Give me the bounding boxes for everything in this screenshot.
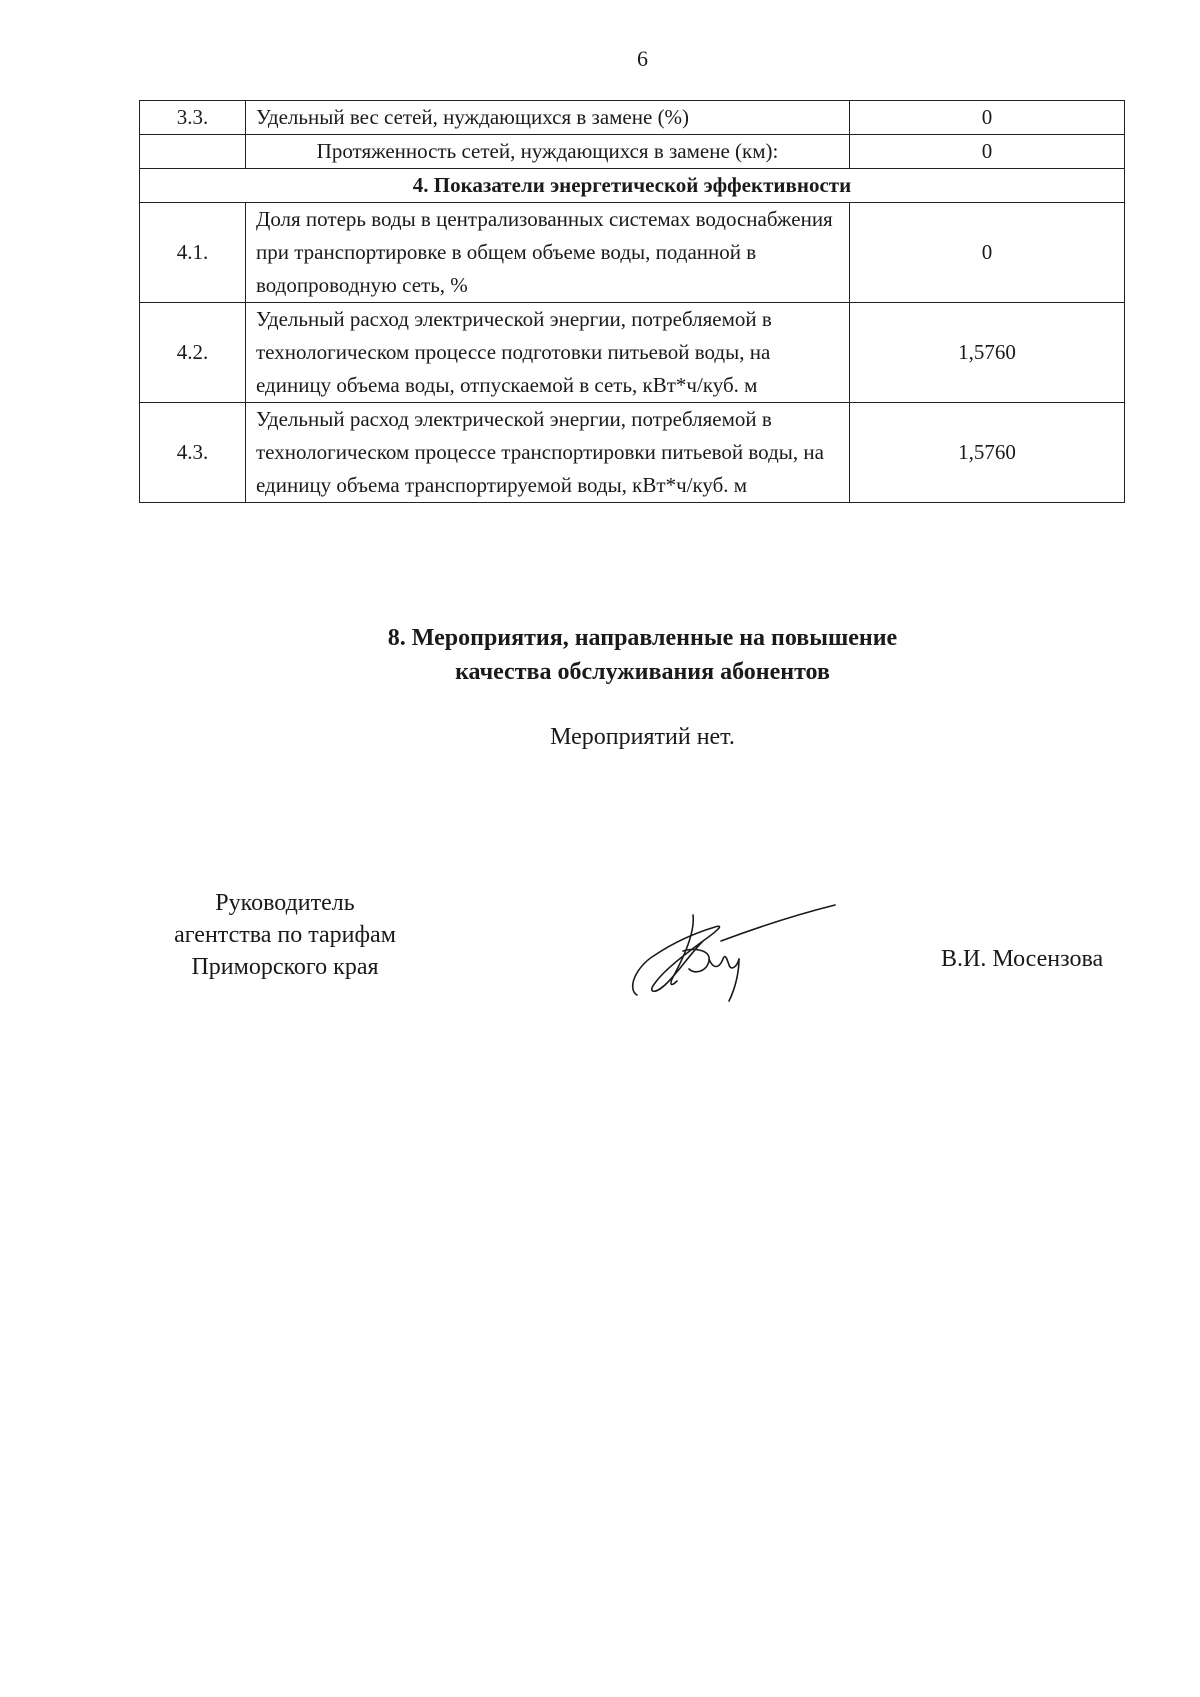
signatory-position	[140, 887, 430, 983]
table-row	[140, 135, 1125, 169]
row-description: Удельный вес сетей, нуждающихся в замене (%)	[246, 101, 850, 135]
section-header-row	[140, 169, 1125, 203]
page-number: 6	[637, 46, 648, 71]
row-number	[140, 135, 246, 169]
handwritten-signature	[625, 897, 845, 1007]
row-value: 0	[850, 135, 1125, 169]
table-row	[140, 303, 1125, 403]
row-value: 0	[850, 101, 1125, 135]
row-number: 4.3.	[140, 403, 246, 503]
row-value: 1,5760	[850, 403, 1125, 503]
row-description: Доля потерь воды в централизованных системах водоснабжения при транспортировке в общем объеме воды, поданной в водопроводную сеть, %	[246, 203, 850, 303]
position-line-2: агентства по тарифам	[174, 922, 396, 948]
table-row	[140, 403, 1125, 503]
heading-line-1: 8. Мероприятия, направленные на повышение	[387, 625, 898, 651]
table-row	[140, 203, 1125, 303]
row-number: 4.1.	[140, 203, 246, 303]
row-value: 1,5760	[850, 303, 1125, 403]
position-line-1: Руководитель	[215, 890, 355, 916]
row-number: 3.3.	[140, 101, 246, 135]
section-header: 4. Показатели энергетической эффективности	[140, 169, 1125, 203]
row-number: 4.2.	[140, 303, 246, 403]
no-measures-text: Мероприятий нет.	[550, 724, 735, 750]
row-value: 0	[850, 203, 1125, 303]
section-8-heading	[0, 621, 1200, 689]
position-line-3: Приморского края	[191, 954, 379, 980]
row-description: Удельный расход электрической энергии, потребляемой в технологическом процессе подготовки питьевой воды, на единицу объема воды, отпускаемой в сеть, кВт*ч/куб. м	[246, 303, 850, 403]
heading-line-2: качества обслуживания абонентов	[455, 659, 830, 685]
row-description: Удельный расход электрической энергии, потребляемой в технологическом процессе транспортировки питьевой воды, на единицу объема транспортируемой воды, кВт*ч/куб. м	[246, 403, 850, 503]
table-row	[140, 101, 1125, 135]
indicators-table	[139, 100, 1125, 503]
row-description: Протяженность сетей, нуждающихся в замене (км):	[246, 135, 850, 169]
signatory-name: В.И. Мосензова	[941, 946, 1104, 972]
